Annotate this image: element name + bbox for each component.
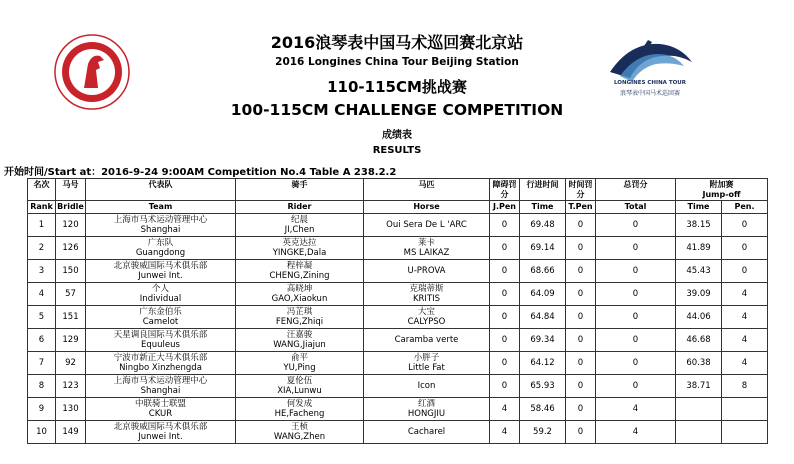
horse-cell-en: U-PROVA [407,266,446,276]
competition-title-en: 100-115CM CHALLENGE COMPETITION [230,101,564,119]
total-cell: 0 [596,329,676,352]
total-cell: 4 [596,398,676,421]
team-cell [86,283,236,306]
team-cell-en: Camelot [142,317,179,327]
jo-time-cell [676,421,722,444]
horse-cell-en: Icon [417,381,436,391]
team-cell [86,375,236,398]
rank-cell: 9 [28,398,56,421]
team-cell-cn: 广东队 [147,238,174,248]
horse-cell [364,283,490,306]
header-rider-cn: 骑手 [236,179,364,201]
jo-pen-cell: 0 [722,237,768,260]
jo-time-cell: 38.15 [676,214,722,237]
jpen-cell: 4 [490,421,520,444]
jo-pen-cell: 0 [722,260,768,283]
header-team-en: Team [86,201,236,214]
competition-title-cn: 110-115CM挑战赛 [327,78,467,96]
team-cell-cn: 上海市马术运动管理中心 [113,215,208,225]
jo-time-cell: 41.89 [676,237,722,260]
bridle-cell: 129 [56,329,86,352]
horse-cell [364,306,490,329]
time-cell: 64.12 [520,352,566,375]
horse-cell [364,329,490,352]
rider-cell-cn: 王桢 [290,422,308,432]
total-cell: 0 [596,306,676,329]
horse-cell [364,375,490,398]
team-cell-cn: 个人 [151,284,169,294]
rank-cell: 1 [28,214,56,237]
total-cell: 4 [596,421,676,444]
tpen-cell: 0 [566,329,596,352]
bridle-cell: 151 [56,306,86,329]
table-row [28,306,768,329]
total-cell: 0 [596,237,676,260]
team-cell-en: Guangdong [135,248,186,258]
rider-cell [236,375,364,398]
jpen-cell: 0 [490,237,520,260]
rider-cell [236,421,364,444]
table-row [28,283,768,306]
rider-cell [236,283,364,306]
results-table [27,178,768,444]
rank-cell: 2 [28,237,56,260]
header-bridle-cn: 马号 [56,179,86,201]
results-title-cn: 成绩表 [382,130,412,141]
total-cell: 0 [596,260,676,283]
team-cell-en: Shanghai [140,386,181,396]
horse-cell-cn: 大宝 [417,307,435,317]
rider-cell-en: YU,Ping [283,363,316,373]
jo-time-cell: 39.09 [676,283,722,306]
total-cell: 0 [596,375,676,398]
horse-cell [364,214,490,237]
team-cell [86,398,236,421]
header-jo-time-en: Time [676,201,722,214]
header-jpen-cn: 障碍罚分 [490,179,520,201]
rider-cell [236,306,364,329]
results-table-body [28,214,768,444]
bridle-cell: 57 [56,283,86,306]
jo-time-cell [676,398,722,421]
horse-cell-en: KRITIS [412,294,441,304]
start-time-line: 开始时间/Start at：2016-9-24 9:00AM Competition No.4 Table A 238.2.2 [4,167,397,178]
header-jumpoff-cn: 附加赛 [709,180,734,189]
horse-cell-en: Oui Sera De L 'ARC [386,220,467,230]
jpen-cell: 0 [490,260,520,283]
horse-cell [364,237,490,260]
team-cell [86,421,236,444]
header-jpen-en: J.Pen [490,201,520,214]
table-row [28,375,768,398]
jo-time-cell: 45.43 [676,260,722,283]
tpen-cell: 0 [566,352,596,375]
total-cell: 0 [596,214,676,237]
rank-cell: 10 [28,421,56,444]
jpen-cell: 0 [490,329,520,352]
horse-cell-en: HONGJIU [407,409,446,419]
bridle-cell: 120 [56,214,86,237]
time-cell: 64.84 [520,306,566,329]
horse-cell-en: Cacharel [407,427,446,437]
rider-cell [236,352,364,375]
horse-cell [364,260,490,283]
horse-cell-en: Caramba verte [394,335,459,345]
logo-right-text-cn: 浪琴表中国马术巡回赛 [619,90,680,97]
jpen-cell: 0 [490,214,520,237]
header-rank-cn: 名次 [28,179,56,201]
team-cell-cn: 宁波市新正大马术俱乐部 [113,353,208,363]
title-cn: 2016浪琴表中国马术巡回赛北京站 [270,33,524,52]
tpen-cell: 0 [566,375,596,398]
jo-pen-cell: 8 [722,375,768,398]
time-cell: 58.46 [520,398,566,421]
header-tpen-cn: 时间罚分 [566,179,596,201]
bridle-cell: 123 [56,375,86,398]
rider-cell-en: HE,Facheng [274,409,325,419]
header-horse-en: Horse [364,201,490,214]
rider-cell [236,237,364,260]
horse-cell-cn: 克瑞蒂斯 [409,284,444,294]
horse-cell-cn: 小胖子 [413,353,440,363]
rider-cell-en: FENG,Zhiqi [275,317,324,327]
table-row [28,214,768,237]
time-cell: 59.2 [520,421,566,444]
horse-cell-cn: 红酒 [417,399,435,409]
team-cell-cn: 北京骏威国际马术俱乐部 [113,422,208,432]
rider-cell-cn: 俞平 [290,353,308,363]
rider-cell-en: WANG,Zhen [273,432,326,442]
team-cell [86,306,236,329]
bridle-cell: 92 [56,352,86,375]
header-total-cn: 总罚分 [596,179,676,201]
title-en: 2016 Longines China Tour Beijing Station [275,56,519,68]
jo-time-cell: 60.38 [676,352,722,375]
header-total-en: Total [596,201,676,214]
team-cell-cn: 天星调良国际马术俱乐部 [113,330,208,340]
total-cell: 0 [596,283,676,306]
chinese-equestrian-association-logo [54,34,130,110]
header-rider-en: Rider [236,201,364,214]
team-cell-cn: 中联骑士联盟 [134,399,186,409]
time-cell: 69.48 [520,214,566,237]
team-cell-cn: 上海市马术运动管理中心 [113,376,208,386]
rider-cell-en: XIA,Lunwu [277,386,322,396]
horse-cell [364,352,490,375]
total-cell: 0 [596,352,676,375]
team-cell-en: Equuleus [141,340,180,350]
logo-right-text-en: LONGINES CHINA TOUR [614,80,686,86]
table-row [28,237,768,260]
team-cell [86,237,236,260]
rider-cell-en: YINGKE,Dala [272,248,327,258]
rider-cell-cn: 程梓凝 [286,261,313,271]
jo-pen-cell: 4 [722,352,768,375]
header-jumpoff-en: Jump-off [702,190,741,199]
jpen-cell: 0 [490,375,520,398]
table-row [28,260,768,283]
rider-cell-cn: 冯芷琪 [286,307,313,317]
rider-cell [236,398,364,421]
time-cell: 68.66 [520,260,566,283]
horse-cell-en: MS LAIKAZ [403,248,450,258]
jpen-cell: 0 [490,283,520,306]
rider-cell-en: CHENG,Zining [269,271,330,281]
jo-pen-cell: 4 [722,329,768,352]
jo-pen-cell [722,398,768,421]
team-cell-cn: 北京骏威国际马术俱乐部 [113,261,208,271]
rider-cell-cn: 汪嘉骏 [286,330,313,340]
rider-cell-en: GAO,Xiaokun [271,294,328,304]
tpen-cell: 0 [566,214,596,237]
rider-cell-en: WANG,Jiajun [273,340,326,350]
jpen-cell: 4 [490,398,520,421]
time-cell: 69.14 [520,237,566,260]
team-cell-en: Junwei Int. [138,271,183,281]
rank-cell: 4 [28,283,56,306]
table-row [28,352,768,375]
results-title-en: RESULTS [372,145,422,156]
header-time-cn: 行进时间 [520,179,566,201]
bridle-cell: 150 [56,260,86,283]
time-cell: 69.34 [520,329,566,352]
team-cell [86,260,236,283]
header-jumpoff [676,179,768,201]
time-cell: 64.09 [520,283,566,306]
team-cell-en: Shanghai [140,225,181,235]
rider-cell-cn: 夏伦伍 [286,376,313,386]
header-tpen-en: T.Pen [566,201,596,214]
jo-pen-cell [722,421,768,444]
header-bridle-en: Bridle [56,201,86,214]
team-cell [86,352,236,375]
jo-pen-cell: 4 [722,283,768,306]
horse-cell-en: Little Fat [408,363,445,373]
rider-cell-cn: 纪晨 [290,215,308,225]
table-row [28,421,768,444]
tpen-cell: 0 [566,398,596,421]
jpen-cell: 0 [490,306,520,329]
team-cell [86,214,236,237]
rank-cell: 7 [28,352,56,375]
jo-pen-cell: 4 [722,306,768,329]
tpen-cell: 0 [566,260,596,283]
header-team-cn: 代表队 [86,179,236,201]
team-cell-en: Junwei Int. [138,432,183,442]
jo-time-cell: 44.06 [676,306,722,329]
table-row [28,398,768,421]
header-time-en: Time [520,201,566,214]
tpen-cell: 0 [566,237,596,260]
rider-cell-cn: 英克达拉 [282,238,317,248]
rank-cell: 5 [28,306,56,329]
horse-cell-en: CALYPSO [407,317,446,327]
horse-cell [364,398,490,421]
rider-cell-cn: 高晓坤 [286,284,313,294]
team-cell-en: CKUR [148,409,173,419]
bridle-cell: 149 [56,421,86,444]
rider-cell [236,214,364,237]
table-row [28,329,768,352]
header-rank-en: Rank [28,201,56,214]
rank-cell: 3 [28,260,56,283]
rider-cell [236,329,364,352]
rider-cell-en: JI,Chen [284,225,315,235]
bridle-cell: 126 [56,237,86,260]
jo-time-cell: 38.71 [676,375,722,398]
team-cell-en: Individual [139,294,182,304]
rider-cell-cn: 何发成 [286,399,313,409]
team-cell-en: Ningbo Xinzhengda [119,363,202,373]
jo-time-cell: 46.68 [676,329,722,352]
horse-cell-cn: 莱卡 [417,238,435,248]
team-cell [86,329,236,352]
jo-pen-cell: 0 [722,214,768,237]
tpen-cell: 0 [566,306,596,329]
jpen-cell: 0 [490,352,520,375]
horse-cell [364,421,490,444]
team-cell-cn: 广东金伯乐 [139,307,182,317]
header-jo-pen-en: Pen. [722,201,768,214]
bridle-cell: 130 [56,398,86,421]
tpen-cell: 0 [566,421,596,444]
rank-cell: 6 [28,329,56,352]
rank-cell: 8 [28,375,56,398]
time-cell: 65.93 [520,375,566,398]
header-horse-cn: 马匹 [364,179,490,201]
tpen-cell: 0 [566,283,596,306]
rider-cell [236,260,364,283]
